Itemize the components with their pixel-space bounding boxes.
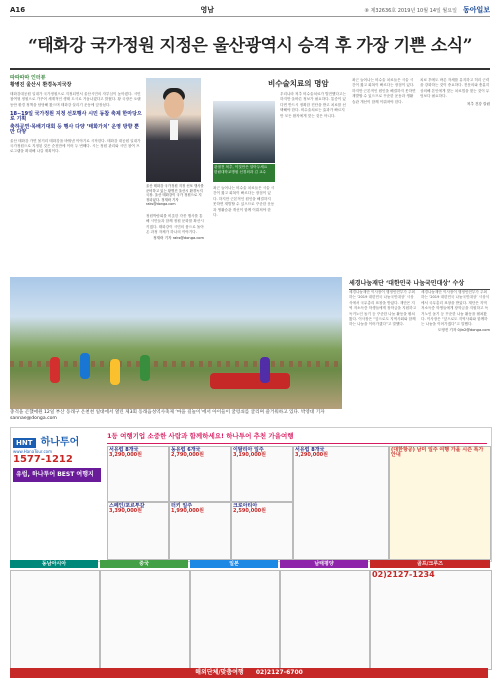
brand-name: 하나투어 — [40, 437, 80, 448]
interview-body-3 — [146, 214, 204, 274]
hanatour-ad — [10, 427, 492, 562]
award-article-body-2-text: 세경나눔재단 이사장이 행정안전부가 주최하는 ‘2019 대한민국 나눔국민대상’ 시상식에서 국무총리 표창을 받았다. 재단은 지역 저소득층 학생들에게 장학금을 지원하고 독거노인 돕기 등 꾸준한 나눔 활동을 펼쳐왔다. 이사장은 “앞으로도 지역사회와 함께하는 나눔을 이어가겠다”고 말했다. — [421, 290, 490, 327]
tour-tile-title: 터키 일주 — [171, 503, 193, 509]
interview-column — [10, 76, 142, 276]
tour-tile[interactable] — [231, 446, 293, 502]
interview-subhead-1: 18∼19일 국가정원 지정 선포행사 시민 동참 축제 한마당으로 기획 — [10, 111, 142, 123]
ad-section-2[interactable]: 일본 — [190, 560, 278, 568]
column-body-3 — [420, 78, 490, 274]
ad-footer-label: 해외단체/맞춤여행 — [195, 669, 244, 676]
section-panel — [280, 570, 370, 670]
tour-tile-price: 2,790,000원 — [171, 452, 204, 458]
interview-label: 따따따따 인터뷰 — [10, 75, 46, 81]
tour-tile-title: 서유럽 8개국 — [109, 447, 139, 453]
ad-footer-bar — [10, 668, 488, 678]
tour-tile[interactable] — [231, 502, 293, 560]
ad-top-title: 1등 여행기업 소중한 사람과 함께하세요! 하나투어 추천 가을여행 — [107, 431, 487, 444]
golf-phone: 02)2127-1234 — [372, 570, 435, 579]
page-number: A16 — [10, 6, 26, 14]
tour-tile[interactable] — [169, 502, 231, 560]
hanatour-ad-bottom — [10, 560, 490, 680]
brand-phone: 1577-1212 — [13, 454, 73, 465]
hanatour-logo-block — [13, 430, 101, 488]
festival-photo — [10, 277, 342, 409]
tour-tile-title: 스페인/포르투갈 — [109, 503, 145, 509]
columnist-topic: 관절전 척추, 이것만은 알아두세요 — [214, 165, 268, 169]
ad-footer-phone: 02)2127-6700 — [255, 669, 303, 676]
ad-section-0[interactable]: 동남아시아 — [10, 560, 98, 568]
tour-tile-price: 3,390,000원 — [109, 508, 142, 514]
festival-photo-caption: 충격을 곤했애원 12일 부산 동래구 온천천 일대에서 열린 제3회 동래읍성역사축제 ‘마을 길놀이’에서 아이들이 굴렁쇠를 굴리며 즐거워하고 있다. 박영대 기자 sannae@donga.com — [10, 410, 325, 421]
interviewee-photo — [146, 78, 201, 182]
column-title: 비수술치료의 명암 — [268, 79, 329, 88]
section-panel — [10, 570, 100, 670]
award-article-body-2 — [421, 290, 490, 422]
tour-tile-title: 크로아티아 — [233, 503, 258, 509]
issue-date: ⑧ 제32636호 2019년 10월 14일 월요일 — [364, 7, 457, 14]
award-article-body: 세경나눔재단 이사장이 행정안전부가 주최하는 ‘2019 대한민국 나눔국민대상’ 시상식에서 국무총리 표창을 받았다. 재단은 지역 저소득층 학생들에게 장학금을 지원하고 독거노인 돕기 등 꾸준한 나눔 활동을 펼쳐왔다. 이사장은 “앞으로도 지역사회와 함께하는 나눔을 이어가겠다”고 말했다. — [349, 290, 417, 327]
award-byline: 도영진 기자 0jin2@donga.com — [437, 327, 490, 332]
column-body-2: 최근 늘어나는 비수술 치료들은 시술 시간이 짧고 회복이 빠르다는 장점이 있다. 하지만 근본적인 원인을 해결하지 못하면 재발할 수 있으므로 꾸준한 운동과 생활습관 개선이 함께 이뤄져야 한다. — [352, 78, 416, 104]
tour-tile-wide[interactable] — [293, 446, 389, 560]
tour-tile[interactable] — [107, 502, 169, 560]
featured-tour-title: (대한항공) 남미 일주 여행 가을 시즌 특가 안내 — [391, 447, 484, 458]
page-header — [10, 4, 490, 17]
column-body-1: 우리나라 척추 비수술치료가 발전했다고는 하지만 올바른 정보가 필요하다. 통증이 있다면 반드시 정확한 진단을 받고 치료를 선택해야 한다. 비수술치료는 효과가 빠르지만 모든 환자에게 맞는 것은 아니다. — [280, 92, 346, 118]
ad-section-4[interactable]: 골프/크루즈 — [370, 560, 490, 568]
section-panel — [190, 570, 280, 670]
europe-banner: 유럽, 하나투어 BEST 여행지 — [13, 468, 101, 482]
interview-body-1: 태화강대공원 일대가 국가정원으로 지정되면서 울산시민의 자부심이 높아졌다. 시민 참여형 정원으로 가꾸어 세계적인 생태 도시로 거듭나겠다고 밝혔다. 황 국장은 오랫동안 환경 정책을 담당해 왔으며 태화강 살리기 운동에 앞장섰다. — [10, 91, 142, 107]
newspaper-logo: 동아일보 — [462, 6, 490, 14]
interview-subhead-2: 축하공연·목배기대회 등 행사 다양 ‘태화가치’ 운영 방향 뿐만 다양 — [10, 123, 139, 136]
tour-tile[interactable] — [169, 446, 231, 502]
tour-tile-title: 이탈리아 일주 — [233, 447, 264, 453]
section-panel — [100, 570, 190, 670]
tour-tile-wide-title: 서유럽 8개국 — [295, 447, 325, 453]
column-body-3-text: 치료 후에도 바른 자세를 유지하고 허리 근력을 강화하는 것이 중요하다. 전문의와 충분히 상의해 본인에게 맞는 치료법을 찾는 것이 무엇보다 필요하다. — [420, 78, 491, 99]
section-name: 영남 — [200, 6, 215, 14]
column-byline: 척추 건강 칼럼 — [466, 101, 490, 106]
columnist-name: 한림대학교병원 신경외과 김 교수 — [214, 170, 267, 174]
tour-tile-price: 3,290,000원 — [109, 452, 142, 458]
brand-site: www.HanaTour.com — [13, 449, 53, 454]
featured-tour-panel[interactable] — [389, 446, 491, 560]
tour-tile-wide-price: 3,290,000원 — [295, 452, 328, 458]
tour-tile[interactable] — [107, 446, 169, 502]
tour-tile-price: 3,190,000원 — [233, 452, 266, 458]
interviewee-title: 황병진 울산시 환경녹지국장 — [10, 82, 72, 89]
golf-panel — [370, 570, 492, 670]
tour-tile-price: 1,990,000원 — [171, 508, 204, 514]
interviewee-photo-caption: 울산 태화강 국가정원 지정 선포 행사를 준비하고 있는 황병진 울산시 환경녹지국장. 울산 태화강이 국가 정원으로 지정되었다. 정재락 기자 raks@donga.com — [146, 184, 204, 207]
ad-section-3[interactable]: 남태평양 — [280, 560, 368, 568]
ad-section-1[interactable]: 중국 — [100, 560, 188, 568]
column-body-0: 최근 늘어나는 비수술 치료들은 시술 시간이 짧고 회복이 빠르다는 장점이 있다. 하지만 근본적인 원인을 해결하지 못하면 재발할 수 있으므로 꾸준한 운동과 생활습관 개선이 함께 이뤄져야 한다. — [213, 186, 275, 218]
interview-byline: 정재락 기자 raks@donga.com — [153, 235, 204, 240]
interview-body-3-text: 정원박람회를 비롯한 각종 행사를 통해 시민들과 함께 정원 문화를 확산시키겠다. 태화강이 시민의 품으로 돌아온 과정 자체가 하나의 이야기다. — [146, 214, 204, 235]
columnist-photo — [213, 101, 275, 163]
tour-tile-price: 2,590,000원 — [233, 508, 266, 514]
hnt-logo-icon: HNT — [13, 438, 36, 448]
tour-tile-title: 동유럽 6개국 — [171, 447, 201, 453]
interview-body-2: 울산 태화강 가면 볼거리 태화강을 바꿔낸 이야기로 시작한다. 태화강 대공원 일대가 국가정원으로 지정된 것은 순천만에 이어 두 번째다. 시는 정원 관리와 시민 참여 프로그램을 확대해 나갈 계획이다. — [10, 138, 142, 154]
award-article-title: 세경나눔재단 ‘대한민국 나눔국민대상’ 수상 — [349, 278, 490, 290]
main-headline: “태화강 국가정원 지정은 울산광역시 승격 후 가장 기쁜 소식” — [10, 24, 490, 70]
columnist-caption — [213, 164, 275, 182]
